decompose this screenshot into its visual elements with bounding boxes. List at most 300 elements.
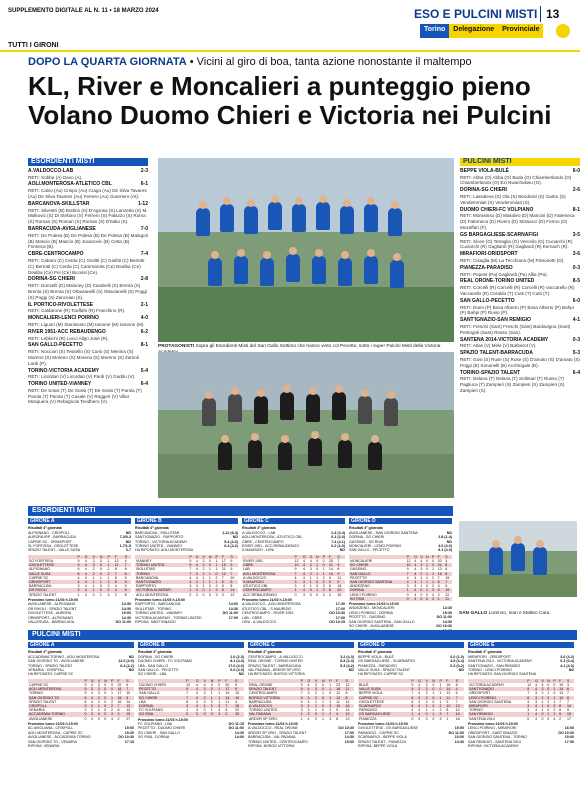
match-scorers: RETI: Licordari (V) Licordari (V) Pardi (V) Gaddu (V). [28, 374, 136, 380]
standings-cell: 27 [126, 716, 131, 721]
match-report [460, 169, 580, 186]
result-score: 6-0 (4-0) [230, 668, 244, 673]
standings-cell: 0 [547, 716, 550, 721]
player-figure [268, 202, 282, 230]
player-figure [218, 442, 232, 470]
player-figure [260, 258, 274, 286]
standings-cell: 4 [307, 687, 310, 692]
standings-cell: 3 [425, 683, 428, 688]
standings-cell: 2 [117, 716, 120, 721]
standings-cell: 7 [567, 699, 570, 704]
standings-header-cell: N [426, 554, 429, 559]
standings-cell: 1 [99, 580, 102, 585]
standings-header-cell: F [336, 678, 339, 683]
headline-line-2: Volano Duomo Chieri e Victoria nei Pulcini [28, 100, 552, 130]
fixture-match: SG CHIERI - SAN GALLO [138, 730, 180, 735]
player-figure [368, 442, 382, 470]
fixture-match: PARADISO - CAPRIE SC [358, 730, 399, 735]
result-row [135, 548, 238, 552]
standings-cell: 7 [189, 567, 192, 572]
standings-cell: 0 [432, 683, 435, 688]
match-scorers: RETI: Corcelli (R) Corcelli (R) Corcelli (R) Vaccarello (R) Vaccarello (R) Ceraldo (T) Cutti (T) Cutti (T). [460, 285, 575, 296]
fixture-match: SPAZIO TALENT - PIANEZZA [358, 739, 407, 744]
standings-cell: 4 [294, 575, 297, 580]
standings-header-cell: P [215, 554, 218, 559]
fixture-match: ANDEZENO - MONCALIERI [349, 606, 395, 611]
match-teams: DUOMO CHIERI-FC VOLPIANO [460, 206, 534, 213]
standings-row [28, 593, 131, 597]
standings-cell: 25 [328, 559, 333, 564]
standings-cell: 1 [321, 699, 324, 704]
fixture-match: SAN GIORGIO SANTENA - TORINO [468, 735, 527, 740]
player-figure [388, 208, 402, 236]
result-match: TORINO - VICTORIA ACADEMY [135, 539, 188, 544]
standings-row [349, 597, 452, 601]
standings-cell: 9 [186, 687, 189, 692]
standings-cell: 10 [406, 563, 411, 568]
standings-cell: 12 [336, 691, 341, 696]
standings-cell: 4 [195, 588, 198, 593]
standings-header-cell: P [411, 678, 414, 683]
match-report [28, 316, 148, 328]
standings-cell: 5 [114, 575, 117, 580]
standings-header-cell: S [567, 678, 570, 683]
standings-cell: 0 [99, 588, 102, 593]
standings-cell: CENTROCAMPO [249, 691, 278, 696]
standings-cell: 3 [114, 588, 117, 593]
standings-cell: 9 [567, 708, 570, 713]
girone-block [135, 518, 238, 626]
standings-cell: 4 [406, 575, 409, 580]
standings-cell: 5 [225, 708, 228, 713]
fixture-match: SG CHIERI - AVIGLIANESE [349, 624, 394, 629]
player-figure [208, 258, 222, 286]
standings-cell: 18 [336, 687, 341, 692]
standings-cell: 2 [315, 695, 318, 700]
next-round-head: Prossimo turno 21/03 h.15:00 [138, 717, 188, 722]
standings-cell: 3 [300, 704, 303, 709]
fixture-row [28, 620, 131, 624]
standings-cell: 3 [418, 699, 421, 704]
standings-cell: 0 [425, 716, 428, 721]
standings-cell: 1 [426, 571, 429, 576]
standings-header-cell: F [328, 554, 332, 559]
result-score: 0-3 (0-4) [560, 659, 574, 664]
standings-cell: 9 [300, 687, 303, 692]
standings-cell: 8 [345, 691, 348, 696]
match-scorers: RETI: Cabaro (C) Cerda (C) Giolitti (C) Giolitti (C) Bertotti (C) Bertotti (C) Cerda (C) Cammarota (Ce) Dealba (Ce) Dealba (Ce) Pei (Ce) Bicossi (Ce). [28, 257, 145, 275]
standings-cell: 1 [92, 588, 95, 593]
standings-header-cell: P [406, 554, 409, 559]
girone-block [358, 642, 464, 792]
standings-cell: 7 [406, 571, 409, 576]
standings-cell: 18 [455, 716, 460, 721]
standings-cell: 2 [92, 571, 95, 576]
fixture-time: 17:00 [228, 615, 238, 620]
standings-cell: 3 [77, 588, 80, 593]
standings-cell: 4 [84, 571, 87, 576]
standings-cell: 3 [535, 695, 538, 700]
match-scorers: RETI: Silvestri (B) Bottino (S) D'Agrosa (S) Lanzetta (S) M. Malkovic (S) Di Stefano (S) Ferrero (S) Palazzo (S) Roma (S) Roman (S) Roman (S) Roman (S) D'Italia (S). [28, 207, 148, 225]
standings-cell: 0 [203, 708, 206, 713]
standings-cell: 0 [316, 559, 319, 564]
fixture-time: 14:00 [234, 735, 244, 740]
standings-cell: 1 [107, 559, 110, 564]
standings-cell: 6 [114, 580, 117, 585]
standings-cell: 3 [218, 704, 221, 709]
standings-cell: 5 [126, 695, 129, 700]
standings-cell: 0 [527, 716, 530, 721]
standings-cell: 6 [567, 687, 570, 692]
standings-header-cell: S [337, 554, 340, 559]
match-score: 3-6 [572, 251, 580, 258]
match-score: 6-2 [140, 328, 148, 335]
match-report [28, 169, 148, 181]
standings-cell: 4 [414, 571, 417, 576]
standings-cell: SG CHIERI [350, 563, 369, 568]
standings-cell: 2 [541, 695, 544, 700]
standings-cell: ATLETICO CBL [243, 584, 269, 589]
standings-cell: 1 [411, 712, 414, 717]
girone-head: GIRONE C [248, 642, 354, 648]
standings-cell: GIVOLETTESE [359, 699, 384, 704]
match-scorers: RETI: Abba (O) Abba (O) Bada (O) Chiamberlando (O) Chiamberlando (O) Ezi Nwachukwu (O). [460, 174, 572, 186]
standings-row [242, 593, 345, 597]
standings-cell: 7 [189, 571, 192, 576]
standings-cell: 2 [439, 704, 442, 709]
standings-cell: 1 [321, 712, 324, 717]
standings-cell: BARRACUDA [249, 699, 272, 704]
fixture-time: 14:30 [234, 730, 244, 735]
kicker [28, 56, 472, 68]
girone-head: GIRONE B [135, 518, 238, 524]
match-report [460, 318, 580, 335]
standings-cell: 9 [84, 683, 87, 688]
result-row [349, 548, 452, 552]
standings-cell: 10 [345, 712, 350, 717]
standings-cell: CENTROCAMPO [243, 588, 272, 593]
match-scorers: RETI: Freschi (Sant) Freschi (Sant) Bardavigna (Sant) Pertingoli (Sant) Rosso (San). [460, 323, 571, 335]
match-scorers: RETI: Lassaleva (S) Ola (S) Bendinisi (S) Garbo (S) Vendemmiati (S) Vendemmiati (S). [460, 193, 566, 205]
standings-cell: 8 [445, 563, 448, 568]
match-teams: SPAZIO TALENT-BARRACUDA [460, 350, 533, 357]
standings-cell: 7 [446, 712, 449, 717]
standings-cell: 4 [203, 683, 206, 688]
standings-cell: VICTORIA ACADEMY [469, 683, 505, 688]
result-score: ND [446, 539, 452, 544]
match-score: 8-5 [572, 278, 580, 285]
standings-cell: 9 [230, 563, 233, 568]
standings-header-cell: P [300, 678, 304, 683]
standings-cell: 3 [90, 708, 93, 713]
standings-cell: 4 [535, 704, 538, 709]
standings-cell: 7 [117, 704, 120, 709]
standings-header-cell: G [307, 678, 311, 683]
fixture-time: 14:30 [121, 602, 131, 607]
standings-header-cell: S [345, 678, 348, 683]
standings-cell: 4 [302, 575, 305, 580]
fixture-row [28, 744, 134, 748]
pulcini-column-head: PULCINI MISTI [460, 158, 580, 166]
pulcini-results-column [460, 158, 580, 496]
standings-cell: 15 [328, 571, 333, 576]
fixture-match: AOLI.MONTEROSA - CAPRIE SC [28, 730, 83, 735]
standings-cell: SAN GALLO [350, 571, 371, 576]
tab-delegazione[interactable]: Delegazione [449, 24, 498, 38]
standings-cell: 0 [104, 687, 107, 692]
standings-header-cell: P [527, 678, 530, 683]
match-report [28, 330, 148, 342]
standings-header-cell: G [195, 678, 199, 683]
standings-cell: LENCI POIRINO [350, 592, 377, 597]
next-round-head: Prossimo turno 21/03 h.15:00 [468, 721, 518, 726]
standings-cell: BEPPE VIOLA [359, 691, 383, 696]
standings-cell: 0 [104, 695, 107, 700]
standings-cell: 3 [329, 716, 332, 721]
standings-cell: 1 [300, 716, 303, 721]
standings-cell: 4 [302, 571, 305, 576]
result-match: CAPRIE SC - ORNISPORT [28, 539, 72, 544]
standings-cell: AVIGLIANESE [29, 716, 53, 721]
standings-cell: SG FORTISSA [29, 559, 54, 564]
fixture-time: 15:00 [564, 735, 574, 740]
standings-cell: 0 [411, 716, 414, 721]
standings-cell: 7 [186, 691, 189, 696]
standings-cell: 0 [431, 563, 434, 568]
photo-ground [158, 454, 454, 498]
standings-header-cell: S [126, 678, 129, 683]
tab-provinciale[interactable]: Provinciale [498, 24, 543, 38]
standings-cell: 0 [186, 712, 189, 717]
result-match: SPAZIO TALENT - VALLE SUSA [28, 548, 81, 553]
standings-cell: 1 [316, 563, 319, 568]
standings-cell: 3 [322, 592, 325, 597]
standings-cell: 8 [337, 567, 340, 572]
standings-cell: 0 [426, 567, 429, 572]
standings-cell: 3 [90, 695, 93, 700]
standings-cell: FC VOLPIANO [139, 708, 164, 713]
standings-cell: 5 [124, 575, 127, 580]
standings-cell: GASSINO [350, 567, 367, 572]
standings-cell: 1 [541, 704, 544, 709]
match-report [28, 202, 148, 225]
standings-cell: 1 [107, 563, 110, 568]
standings-cell: 3 [439, 716, 442, 721]
standings-cell: 15 [126, 712, 131, 717]
result-match: HA RIPOSATO: CAPRIE SC [28, 672, 74, 677]
fixture-match: AC AVIGLIANA - CRISPOLL [28, 726, 74, 731]
standings-cell: 3 [111, 712, 114, 717]
standings-cell: 2 [215, 584, 218, 589]
side-caption-text: Lorenzo, Ivan e Matteo Cara [487, 611, 550, 616]
match-teams: DORINA-SG CHIERI [28, 276, 75, 283]
standings-header-cell: N [432, 678, 436, 683]
player-figure [196, 208, 210, 236]
standings-cell: 6 [77, 567, 80, 572]
match-score: 3-5 [572, 231, 580, 238]
standings-cell: 14 [345, 699, 350, 704]
standings-cell: 20 [437, 559, 442, 564]
girone-head: GIRONE E [468, 642, 574, 648]
standings-cell: AOLI.MONTEROSA [243, 571, 276, 576]
standings-cell: 9 [124, 584, 127, 589]
fixture-match: SAN REMIGIO - SANTENA 2014 [468, 739, 521, 744]
match-report [28, 343, 148, 366]
player-figure [384, 398, 398, 426]
standings-cell: 21 [328, 563, 333, 568]
standings-cell: 0 [406, 596, 409, 601]
standings-cell: 0 [210, 699, 213, 704]
standings-cell: 2 [420, 571, 423, 576]
standings-cell: 0 [547, 695, 550, 700]
standings-cell: 24 [437, 563, 442, 568]
standings-header-cell: F [117, 678, 120, 683]
standings-cell: 0 [547, 704, 550, 709]
standings-cell: 13 [455, 704, 460, 709]
fixture-time: DO 11:00 [228, 726, 244, 731]
standings-cell: 20 [230, 575, 235, 580]
standings-cell: 1 [420, 575, 423, 580]
standings-cell: 7 [455, 695, 458, 700]
standings-cell: 3 [90, 712, 93, 717]
results-head: Risultati 4ª giornata [135, 526, 169, 531]
standings-cell: 7 [527, 691, 530, 696]
results-head: Risultati 4ª giornata [138, 650, 172, 655]
standings-cell: SPAZIO TALENT [249, 687, 277, 692]
standings-cell: 3 [218, 708, 221, 713]
standings-cell: 1 [210, 695, 213, 700]
fixture-time: DO 11:00 [448, 730, 464, 735]
standings-header-cell: S [445, 554, 448, 559]
standings-cell: 4 [84, 580, 87, 585]
standings-cell: 21 [225, 699, 230, 704]
standings-cell: 0 [553, 691, 556, 696]
fixture-time: 14:30 [121, 615, 131, 620]
standings-cell: 0 [432, 699, 435, 704]
standings-cell: 1 [420, 584, 423, 589]
standings-cell: 4 [84, 567, 87, 572]
fixture-match: TORINO UNITED - CENTROCAMPO [248, 739, 308, 744]
standings-cell: 8 [230, 584, 233, 589]
standings-cell: DR RIVOLI [29, 588, 47, 593]
standings-cell: 11 [337, 575, 342, 580]
result-score: 3-7 [125, 548, 131, 553]
standings-cell: A.VALDOCCO [243, 575, 267, 580]
girone-block [28, 642, 134, 792]
standings-cell: 12 [345, 683, 350, 688]
standings-table [468, 679, 574, 721]
standings-cell: SKILLSTAR [136, 567, 156, 572]
standings-cell: 0 [210, 683, 213, 688]
standings-cell: 9 [84, 687, 87, 692]
standings-cell: 2 [425, 691, 428, 696]
fixture-match: CENTROCAMPO - RIVER 1951 [242, 611, 294, 616]
standings-cell: 3 [418, 695, 421, 700]
standings-cell: VALLE SUSA [359, 687, 381, 692]
fixture-time: DO 10:15 [329, 619, 345, 624]
result-match: HA RIPOSATO: AOLI.MONTEROSA [135, 548, 194, 553]
standings-header-cell: N [99, 554, 103, 559]
tab-torino[interactable]: Torino [420, 24, 449, 38]
fixture-match: A.VALDOCCO - REAL ORONE [248, 726, 298, 731]
standings-cell: 3 [195, 571, 198, 576]
standings-cell: 1 [541, 699, 544, 704]
match-teams: AOLI.MONTEROSA-ATLETICO CBL [28, 181, 112, 188]
next-round-head: Prossimo turno 21/03 h.15:00 [28, 597, 78, 602]
match-report [28, 382, 148, 405]
standings-cell: 4 [90, 699, 93, 704]
results-head: Risultati 4ª giornata [349, 526, 383, 531]
football-icon [556, 24, 570, 38]
standings-cell: 3 [294, 584, 297, 589]
standings-cell: 0 [426, 596, 429, 601]
standings-cell: TORINO UNITED [136, 563, 165, 568]
standings-cell: 1 [432, 708, 435, 713]
standings-cell: 0 [111, 687, 114, 692]
standings-header-cell: N [208, 554, 212, 559]
standings-cell: 1 [437, 596, 440, 601]
standings-header-cell: P [107, 554, 110, 559]
standings-cell: 13 [336, 695, 341, 700]
standings-cell: 2 [97, 699, 100, 704]
match-teams: IL PORTICO-RIVOLETTESE [28, 301, 93, 308]
standings-cell: 3 [107, 592, 110, 597]
fixture-time: DO 11:00 [436, 615, 452, 620]
standings-header-cell: V [315, 678, 318, 683]
standings-cell: 0 [432, 716, 435, 721]
standings-cell: 3 [92, 563, 95, 568]
standings-cell: 4 [195, 704, 198, 709]
standings-cell: 12 [455, 708, 460, 713]
standings-cell: SPAZIO TALENT [29, 699, 57, 704]
player-figure [286, 254, 300, 282]
standings-cell: 5 [221, 584, 224, 589]
standings-cell: 1 [92, 584, 95, 589]
result-score: ND [446, 530, 452, 535]
results-head: Risultati 4ª giornata [242, 526, 276, 531]
standings-cell: 10 [235, 691, 240, 696]
standings-header-cell: P [77, 554, 80, 559]
standings-cell: A.VALDOCCO [249, 704, 273, 709]
result-score: 2-3 (3-4) [331, 530, 345, 535]
standings-cell: 0 [104, 708, 107, 713]
standings-cell: 1 [547, 691, 550, 696]
player-figure [228, 394, 242, 422]
standings-cell: 12 [406, 559, 411, 564]
standings-cell: 3 [202, 559, 205, 564]
standings-cell: 6 [126, 683, 129, 688]
standings-cell: DUOMO CHIERI [139, 683, 166, 688]
result-row [248, 672, 354, 676]
standings-cell: 3 [527, 708, 530, 713]
standings-cell: 0 [321, 687, 324, 692]
standings-cell: 14 [328, 567, 333, 572]
standings-cell: 7 [437, 575, 440, 580]
result-match: PIANEZZA - PARADISO [358, 663, 397, 668]
fixture-time: 16:00 [454, 735, 464, 740]
standings-cell: 3 [445, 559, 448, 564]
standings-header-cell: N [210, 678, 214, 683]
fixture-match: SG RIVA - DORINA [138, 735, 170, 740]
result-score: ND [458, 668, 464, 673]
match-report [28, 369, 148, 381]
result-match: SG CHIERI - LBA [138, 672, 167, 677]
standings-cell: BARRACUDA [29, 584, 52, 589]
standings-cell: SAN REMIGIO [469, 712, 493, 717]
standings-header-cell: V [97, 678, 101, 683]
standings-cell: 22 [445, 592, 450, 597]
standings-cell: 4 [527, 699, 530, 704]
